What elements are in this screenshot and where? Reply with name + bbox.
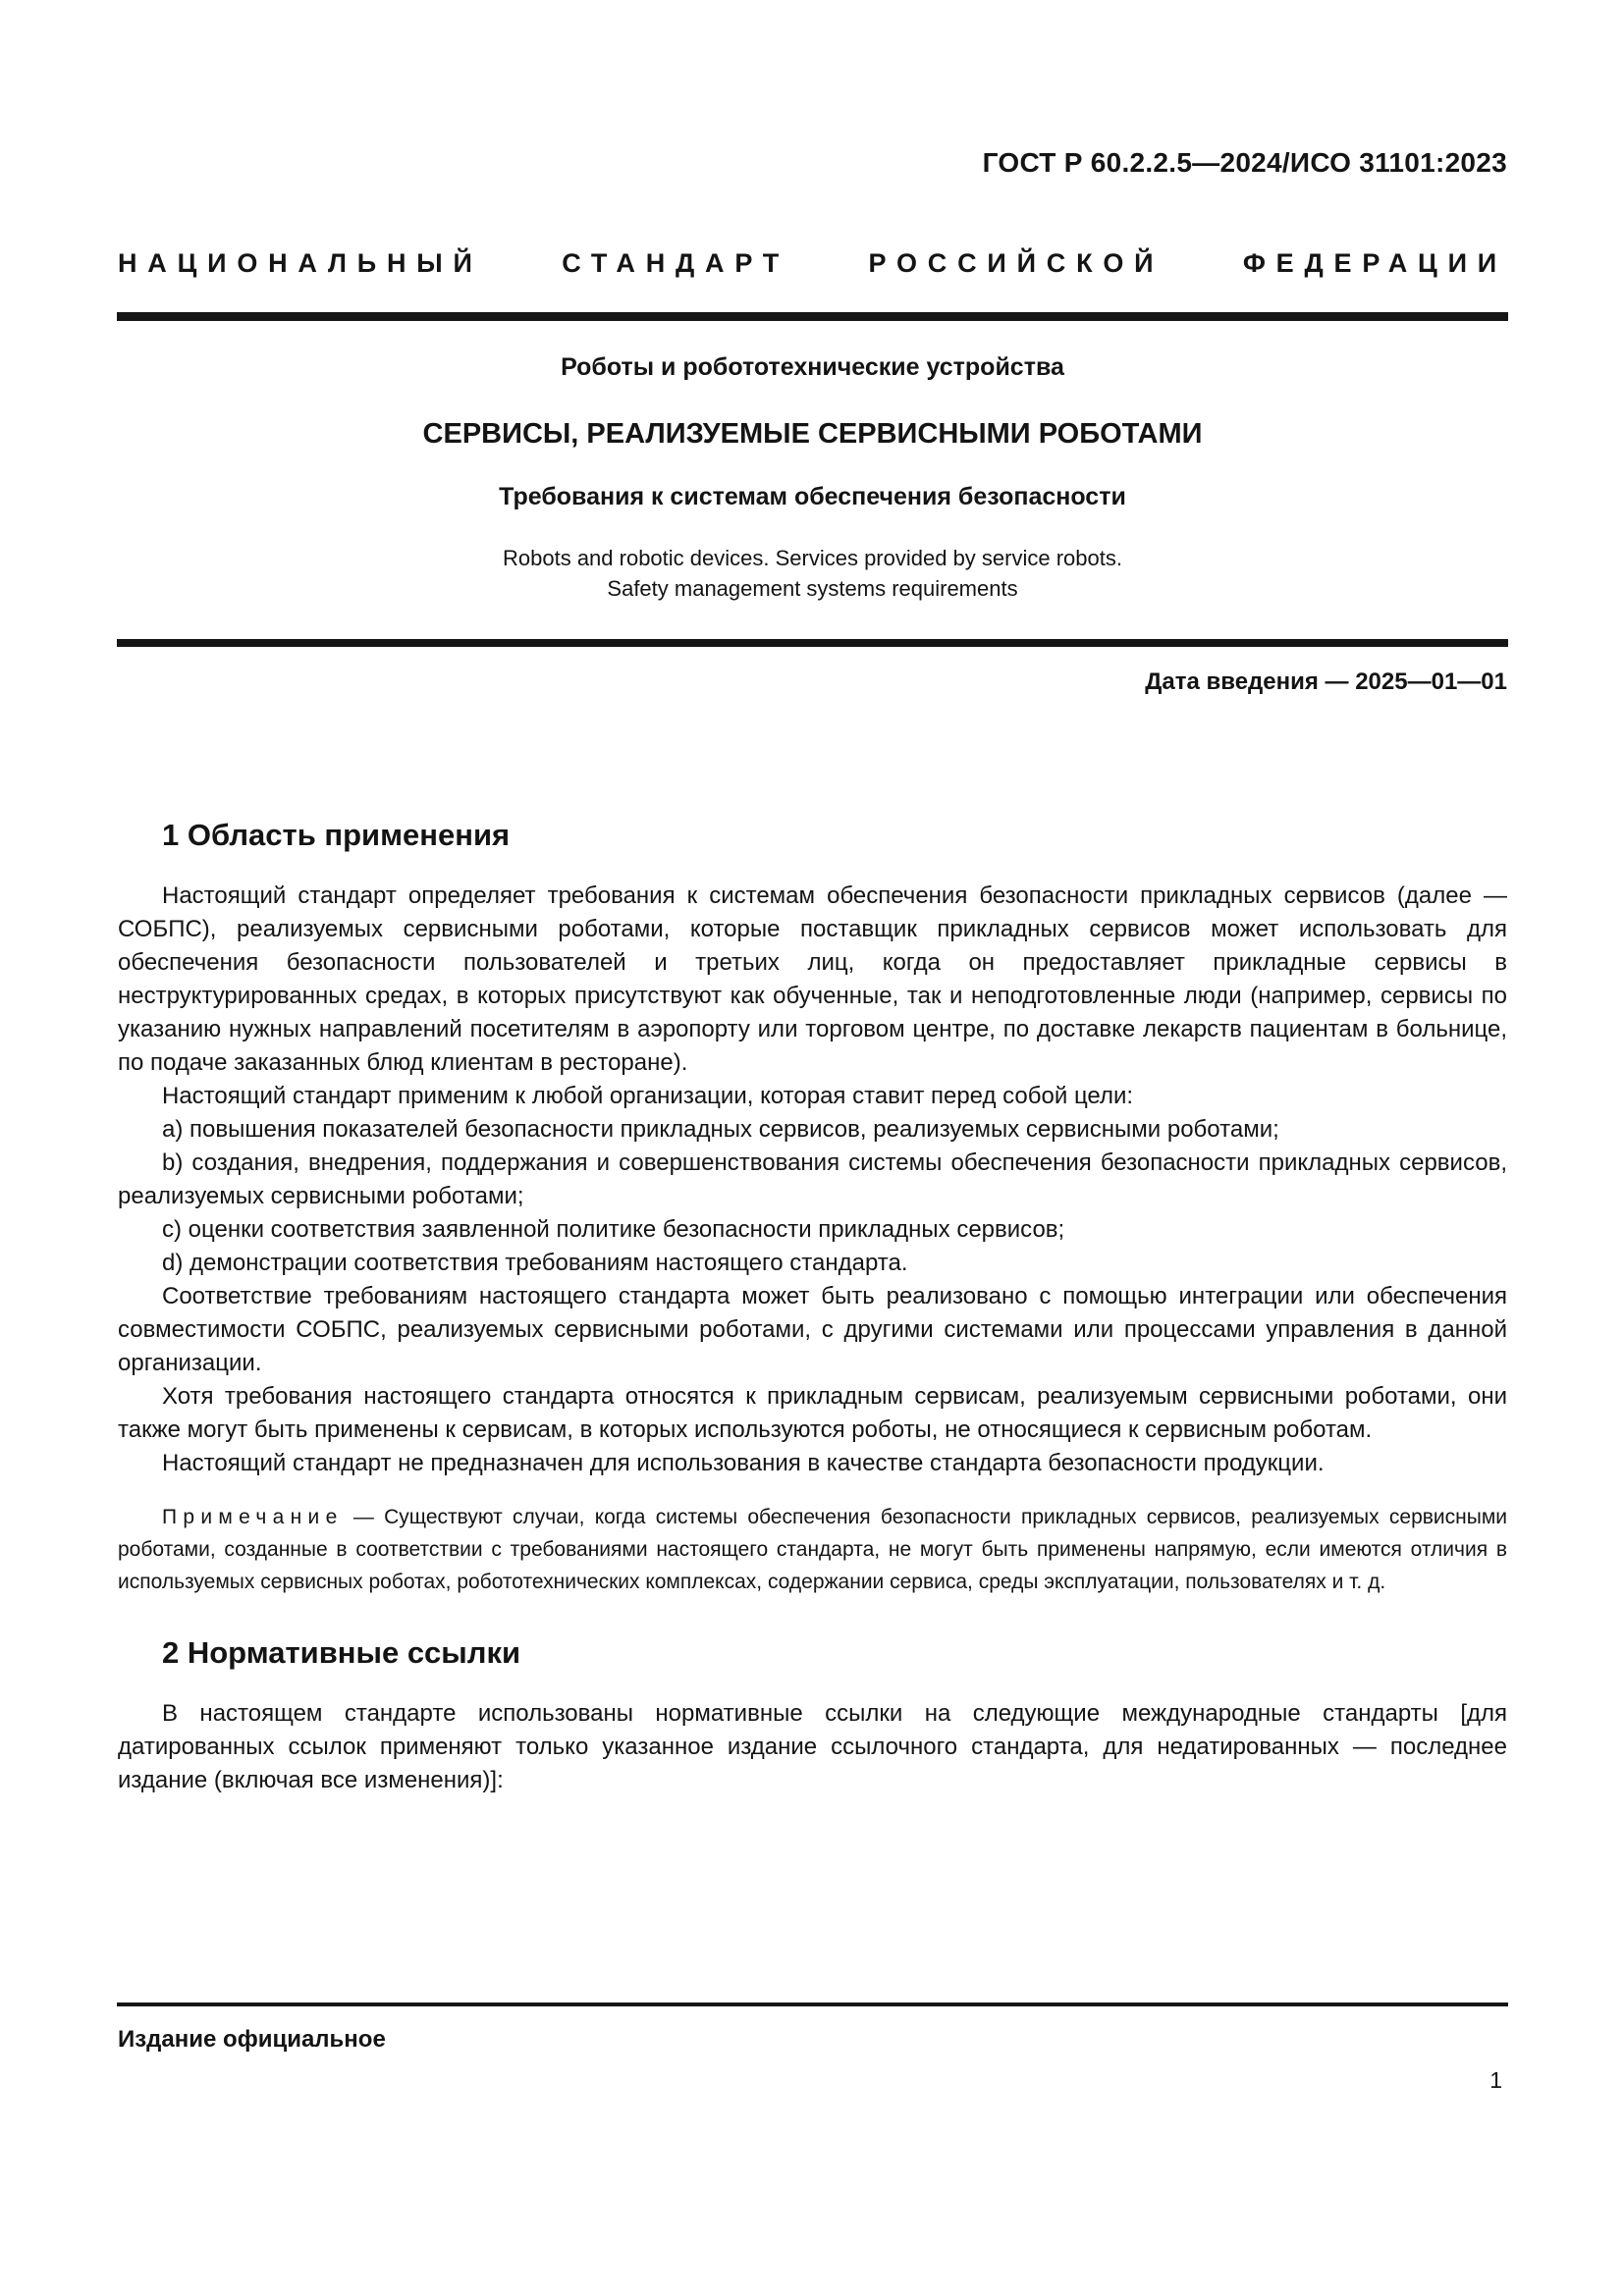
title-english bbox=[118, 543, 1507, 604]
footer-rule bbox=[117, 2002, 1508, 2006]
title-english-line-2: Safety management systems requirements bbox=[607, 576, 1018, 601]
scope-list-item-c: c) оценки соответствия заявленной политике безопасности прикладных сервисов; bbox=[162, 1216, 1065, 1243]
scope-list-item-a: a) повышения показателей безопасности прикладных сервисов, реализуемых сервисными роботами; bbox=[162, 1116, 1279, 1143]
document-body bbox=[118, 818, 1507, 1797]
scope-paragraph-applicability: Хотя требования настоящего стандарта относятся к прикладным сервисам, реализуемым сервисными роботами, они также могут быть применены к сервисам, в которых используются роботы, не относящиеся к сервисным роботам. bbox=[118, 1383, 1507, 1443]
title-english-line-1: Robots and robotic devices. Services provided by service robots. bbox=[503, 546, 1122, 570]
banner-rule bbox=[117, 312, 1508, 321]
title-subtitle: Требования к системам обеспечения безопасности bbox=[499, 483, 1126, 510]
scope-list-item-b: b) создания, внедрения, поддержания и совершенствования системы обеспечения безопасности прикладных сервисов, реализуемых сервисными роботами; bbox=[118, 1149, 1507, 1209]
section-2-heading: 2 Нормативные ссылки bbox=[162, 1635, 521, 1670]
references-paragraph-intro: В настоящем стандарте использованы нормативные ссылки на следующие международные стандарты [для датированных ссылок применяют только указанное издание ссылочного стандарта, для недатированных — последнее издание (включая все изменения)]: bbox=[118, 1700, 1507, 1793]
title-main: СЕРВИСЫ, РЕАЛИЗУЕМЫЕ СЕРВИСНЫМИ РОБОТАМИ bbox=[422, 418, 1203, 450]
scope-list-item-d: d) демонстрации соответствия требованиям настоящего стандарта. bbox=[162, 1250, 908, 1276]
edition-note: Издание официальное bbox=[118, 2026, 386, 2053]
page-number: 1 bbox=[1489, 2067, 1502, 2093]
note-label: Примечание bbox=[162, 1506, 344, 1528]
scope-paragraph-not-product-safety: Настоящий стандарт не предназначен для использования в качестве стандарта безопасности продукции. bbox=[162, 1450, 1325, 1476]
note-text: — Существуют случаи, когда системы обеспечения безопасности прикладных сервисов, реализуемых сервисными роботами, созданные в соответствии с требованиями настоящего стандарта, не могут быть применены напрямую, если имеются отличия в используемых сервисных роботах, робототехнических комплексах, содержании сервиса, среды эксплуатации, пользователях и т. д. bbox=[118, 1506, 1507, 1593]
scope-note bbox=[118, 1501, 1507, 1598]
document-code: ГОСТ Р 60.2.2.5—2024/ИСО 31101:2023 bbox=[982, 147, 1507, 178]
scope-paragraph-goals: Настоящий стандарт применим к любой организации, которая ставит перед собой цели: bbox=[162, 1083, 1134, 1109]
scope-paragraph-intro: Настоящий стандарт определяет требования к системам обеспечения безопасности прикладных сервисов (далее — СОБПС), реализуемых сервисными роботами, которые поставщик прикладных сервисов может использовать для обеспечения безопасности пользователей и третьих лиц, когда он предоставляет прикладные сервисы в неструктурированных средах, в которых присутствуют как обученные, так и неподготовленные люди (например, сервисы по указанию нужных направлений посетителям в аэропорту или торговом центре, по доставке лекарств пациентам в больнице, по подаче заказанных блюд клиентам в ресторане). bbox=[118, 882, 1507, 1076]
title-bottom-rule bbox=[117, 639, 1508, 647]
national-standard-banner: НАЦИОНАЛЬНЫЙ СТАНДАРТ РОССИЙСКОЙ ФЕДЕРАЦИИ bbox=[118, 248, 1507, 278]
section-1-heading: 1 Область применения bbox=[162, 818, 511, 852]
scope-paragraph-integration: Соответствие требованиям настоящего стандарта может быть реализовано с помощью интеграции или обеспечения совместимости СОБПС, реализуемых сервисными роботами, с другими системами или процессами управления в данной организации. bbox=[118, 1283, 1507, 1376]
effective-date: Дата введения — 2025—01—01 bbox=[1145, 668, 1507, 695]
title-subject: Роботы и робототехнические устройства bbox=[561, 353, 1064, 381]
